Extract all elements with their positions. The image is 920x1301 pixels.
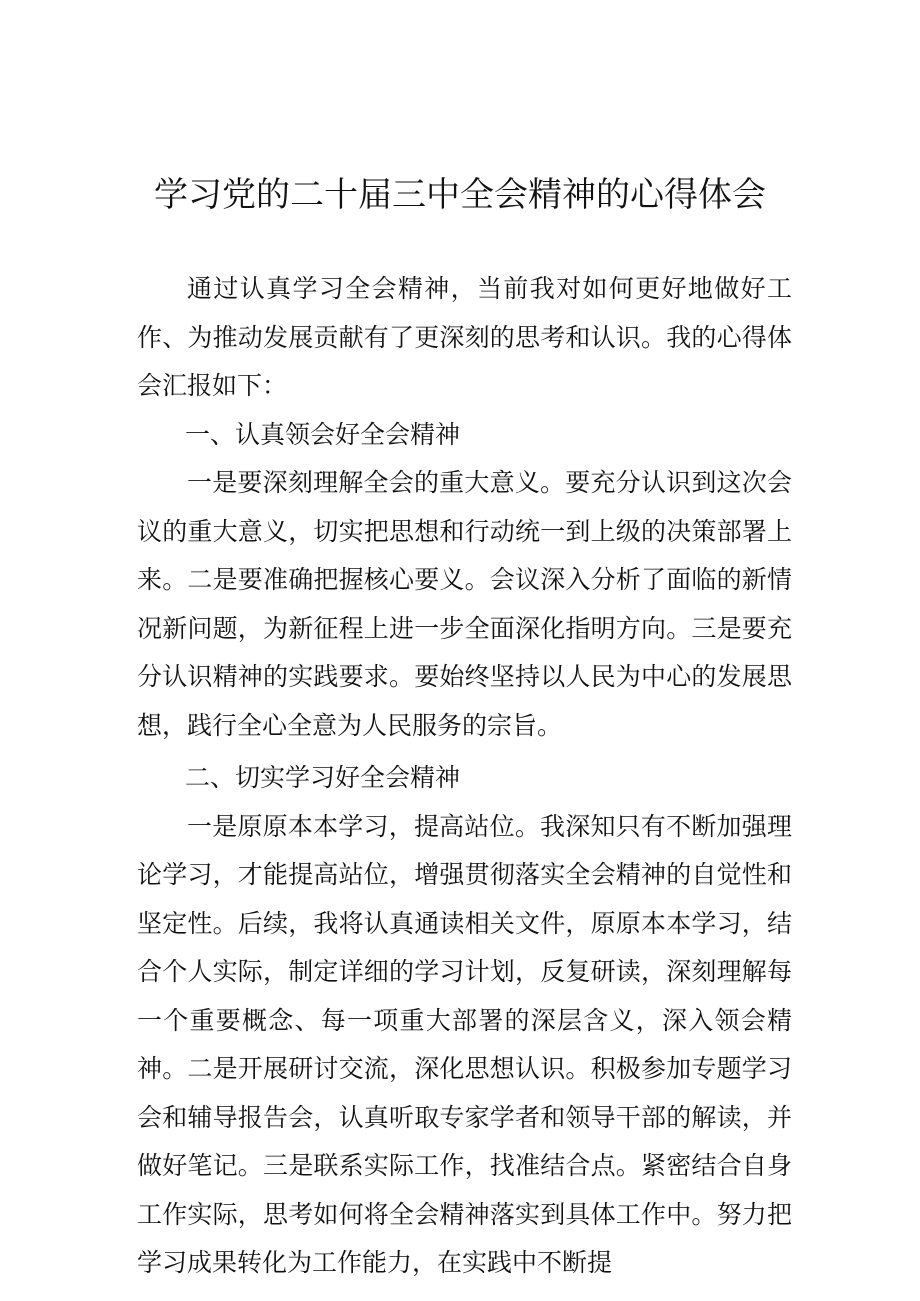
section-heading-2: 二、切实学习好全会精神 bbox=[185, 763, 461, 792]
section-paragraph-1: 一是要深刻理解全会的重大意义。要充分认识到这次会议的重大意义，切实把思想和行动统一到上级的决策部署上来。二是要准确把握核心要义。会议深入分析了面临的新情况新问题，为新征程上进一步全面深化指明方向。三是要充分认识精神的实践要求。要始终坚持以人民为中心的发展思想，践行全心全意为人民服务的宗旨。 bbox=[137, 468, 792, 740]
document-title: 学习党的二十届三中全会精神的心得体会 bbox=[154, 175, 766, 215]
section-paragraph-2: 一是原原本本学习，提高站位。我深知只有不断加强理论学习，才能提高站位，增强贯彻落实全会精神的自觉性和坚定性。后续，我将认真通读相关文件，原原本本学习，结合个人实际，制定详细的学习计划，反复研读，深刻理解每一个重要概念、每一项重大部署的深层含义，深入领会精神。二是开展研讨交流，深化思想认识。积极参加专题学习会和辅导报告会，认真听取专家学者和领导干部的解读，并做好笔记。三是联系实际工作，找准结合点。紧密结合自身工作实际，思考如何将全会精神落实到具体工作中。努力把学习成果转化为工作能力，在实践中不断提 bbox=[137, 811, 792, 1277]
document-body bbox=[137, 265, 792, 1288]
intro-paragraph: 通过认真学习全会精神，当前我对如何更好地做好工作、为推动发展贡献有了更深刻的思考和认识。我的心得体会汇报如下： bbox=[137, 274, 792, 400]
section-heading-1: 一、认真领会好全会精神 bbox=[185, 419, 461, 449]
